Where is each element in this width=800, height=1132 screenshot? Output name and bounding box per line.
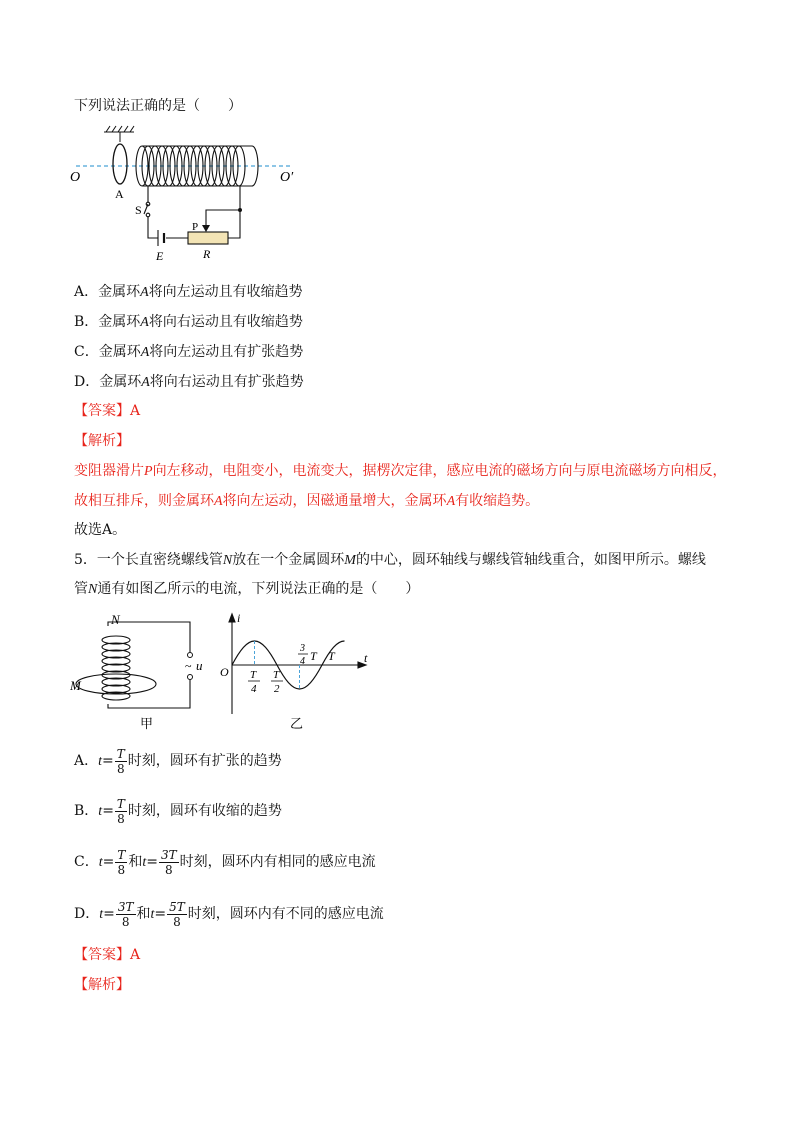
fraction-den: 8 (164, 862, 173, 877)
q5-option-d[interactable] (74, 899, 384, 930)
metal-ring-m (76, 674, 156, 694)
option-letter: B． (74, 803, 99, 819)
switch-s (144, 202, 150, 217)
stem-text: 放在一个金属圆环 (232, 552, 345, 568)
fraction-den: 8 (121, 914, 130, 929)
option-letter: C． (74, 344, 99, 360)
option-text-post: 将向左运动且有扩张趋势 (149, 344, 304, 360)
option-letter: A． (74, 284, 99, 300)
fraction (115, 797, 127, 826)
fraction (115, 848, 127, 877)
option-var: A (140, 315, 149, 330)
analysis-var: A (446, 494, 456, 509)
fraction-num: T (116, 746, 125, 761)
fraction (167, 900, 187, 929)
label-3: 3 (300, 643, 305, 654)
tick-t-over-4-den: 4 (251, 683, 257, 695)
analysis-text: 故相互排斥，则金属环 (74, 493, 214, 509)
q5-answer (74, 945, 140, 965)
option-text-pre: 金属环 (99, 374, 142, 390)
option-text-pre: 金属环 (98, 344, 141, 360)
label-o-prime: O′ (280, 170, 294, 185)
option-var: A (140, 285, 149, 300)
question-number: 5． (74, 552, 97, 568)
q5-figure-jia (70, 612, 210, 734)
analysis-text: 变阻器滑片 (74, 463, 144, 479)
answer-label: 【答案】 (74, 403, 130, 419)
var-t: t (98, 804, 103, 819)
option-var: A (140, 345, 150, 360)
equals: = (102, 753, 114, 769)
fraction-den: 8 (173, 914, 181, 929)
fraction (115, 747, 127, 776)
option-text-pre: 金属环 (98, 284, 141, 300)
option-letter: A． (74, 753, 99, 769)
label-i: i (237, 611, 241, 625)
label-t-3-4: T (310, 649, 317, 663)
fraction-num: 3T (117, 899, 134, 914)
label-n: N (111, 612, 120, 627)
label-origin: O (220, 665, 229, 679)
option-text-post: 时刻，圆环内有不同的感应电流 (187, 906, 384, 922)
label-r: R (203, 247, 211, 261)
option-text-post: 将向右运动且有收缩趋势 (148, 314, 303, 330)
q5-option-c[interactable] (74, 847, 376, 878)
var-t: t (150, 907, 155, 922)
label-t-period: T (328, 649, 335, 663)
label-p: P (192, 221, 199, 233)
stem-text: 管 (74, 581, 88, 597)
caption-yi: 乙 (290, 716, 304, 731)
fraction-num: 5T (169, 899, 185, 914)
q5-stem-line1 (74, 550, 706, 571)
equals: = (102, 803, 114, 819)
fraction-den: 8 (117, 862, 126, 877)
vertical-solenoid (102, 636, 130, 700)
fraction-den: 8 (117, 811, 125, 826)
q5-option-a[interactable] (74, 746, 282, 777)
option-letter: C． (74, 854, 99, 870)
q4-solenoid-circuit-figure (70, 124, 310, 266)
stem-text: 通有如图乙所示的电流，下列说法正确的是（ ） (97, 581, 420, 597)
option-text-post: 时刻，圆环有扩张的趋势 (127, 753, 282, 769)
var-t: t (142, 855, 147, 870)
stem-var: N (88, 582, 98, 597)
analysis-var: P (144, 464, 153, 479)
var-t: t (98, 855, 103, 870)
label-s: S (135, 203, 142, 217)
option-text-post: 时刻，圆环有收缩的趋势 (127, 803, 282, 819)
q4-analysis-label: 【解析】 (74, 433, 130, 449)
q4-conclusion: 故选A。 (74, 522, 127, 538)
q4-option-c[interactable] (74, 342, 303, 363)
analysis-text: 有收缩趋势。 (455, 493, 540, 509)
option-text-pre: 金属环 (98, 314, 141, 330)
battery-e (158, 230, 164, 246)
option-var: A (141, 375, 150, 390)
q4-option-b[interactable] (74, 312, 303, 333)
label-m: M (70, 678, 81, 693)
q5-option-b[interactable] (74, 796, 282, 827)
conjunction: 和 (128, 854, 143, 870)
var-t: t (98, 754, 103, 769)
stem-var: N (222, 553, 233, 568)
answer-value: A (130, 403, 141, 419)
tick-t-over-2-num: T (273, 669, 280, 681)
junction-dot (238, 208, 242, 212)
var-t: t (99, 907, 104, 922)
q4-option-a[interactable] (74, 282, 303, 303)
equals: = (146, 854, 158, 870)
q4-option-d[interactable] (74, 372, 304, 393)
stem-var: M (344, 553, 356, 568)
equals: = (102, 854, 115, 870)
option-text-post: 时刻，圆环内有相同的感应电流 (179, 854, 376, 870)
q4-analysis-line2 (74, 491, 539, 512)
fraction-num: T (116, 796, 125, 811)
analysis-var: A (214, 494, 223, 509)
answer-value: A (130, 947, 141, 963)
terminal-bottom (188, 675, 193, 680)
resistor-r (188, 232, 228, 244)
q4-analysis-line1 (74, 461, 727, 482)
option-letter: B． (74, 314, 99, 330)
q5-figure-yi (214, 610, 374, 736)
option-letter: D． (74, 906, 100, 922)
option-text-post: 将向右运动且有扩张趋势 (149, 374, 304, 390)
ac-symbol: ~ (185, 659, 192, 673)
q5-stem-line2 (74, 579, 419, 600)
equals: = (154, 906, 167, 922)
ceiling-hatch (104, 126, 134, 142)
metal-ring-a (113, 144, 127, 184)
yi-axes (229, 614, 366, 714)
label-4: 4 (300, 656, 305, 667)
tick-t-over-4-num: T (250, 669, 257, 681)
label-t-axis: t (364, 651, 368, 665)
stem-text: 的中心，圆环轴线与螺线管轴线重合，如图甲所示。螺线 (355, 552, 706, 568)
option-text-post: 将向左运动且有收缩趋势 (148, 284, 303, 300)
label-a: A (115, 187, 124, 201)
analysis-text: 将向左运动，因磁通量增大，金属环 (222, 493, 447, 509)
equals: = (103, 906, 115, 922)
answer-label: 【答案】 (74, 947, 130, 963)
option-letter: D． (74, 374, 100, 390)
q4-answer (74, 401, 140, 421)
fraction (159, 848, 179, 877)
conjunction: 和 (136, 906, 151, 922)
analysis-text: 向左移动，电阻变小，电流变大，据楞次定律，感应电流的磁场方向与原电流磁场方向相反， (152, 463, 727, 479)
tick-t-over-2-den: 2 (274, 683, 280, 695)
terminal-top (188, 653, 193, 658)
fraction-num: 3T (160, 847, 177, 862)
label-e: E (156, 249, 164, 263)
label-o: O (70, 170, 81, 185)
label-u: u (196, 658, 203, 673)
caption-jia: 甲 (140, 716, 154, 731)
fraction (116, 900, 136, 929)
q5-analysis-label: 【解析】 (74, 977, 130, 993)
fraction-num: T (117, 847, 126, 862)
stem-text: 一个长直密绕螺线管 (96, 552, 223, 568)
slider-p-arrow (202, 225, 210, 232)
q4-intro: 下列说法正确的是（ ） (74, 98, 242, 114)
fraction-den: 8 (116, 761, 125, 776)
